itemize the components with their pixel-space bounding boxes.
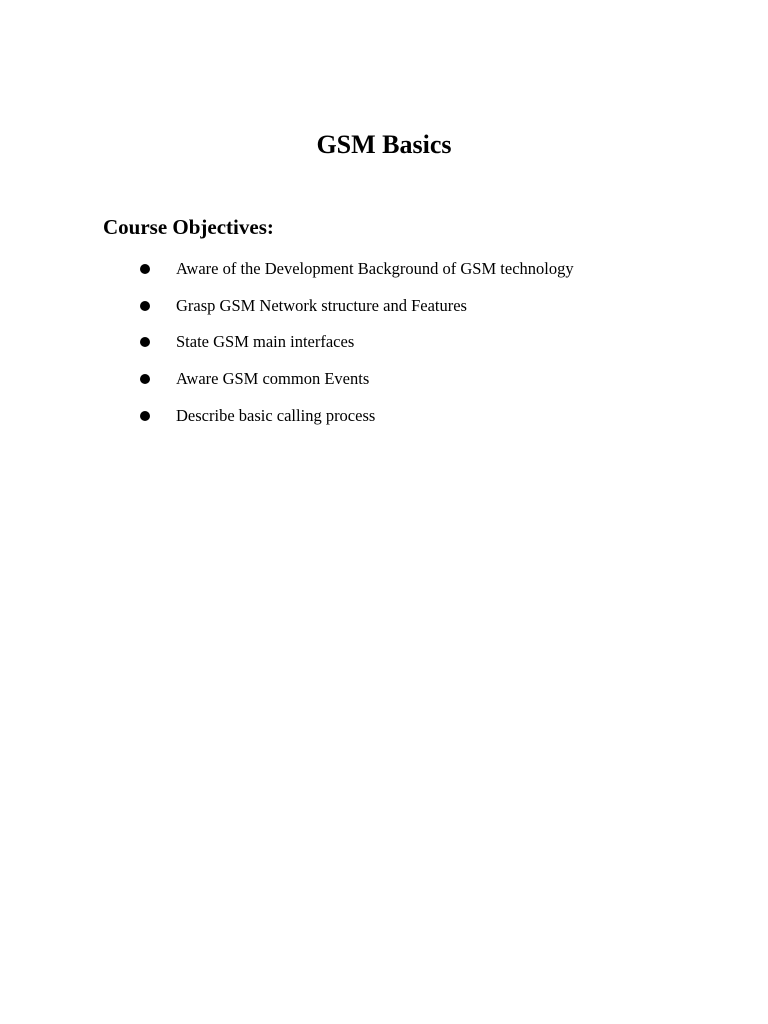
bullet-icon	[140, 411, 150, 421]
objective-text: State GSM main interfaces	[176, 332, 355, 352]
page-title: GSM Basics	[316, 130, 452, 159]
bullet-icon	[140, 374, 150, 384]
objective-text: Aware GSM common Events	[176, 369, 370, 389]
bullet-icon	[140, 264, 150, 274]
objective-text: Describe basic calling process	[176, 405, 376, 425]
bullet-icon	[140, 301, 150, 311]
objective-text: Grasp GSM Network structure and Features	[176, 295, 467, 315]
section-heading: Course Objectives:	[103, 215, 274, 239]
bullet-icon	[140, 337, 150, 347]
objective-text: Aware of the Development Background of GSM technology	[176, 259, 574, 278]
